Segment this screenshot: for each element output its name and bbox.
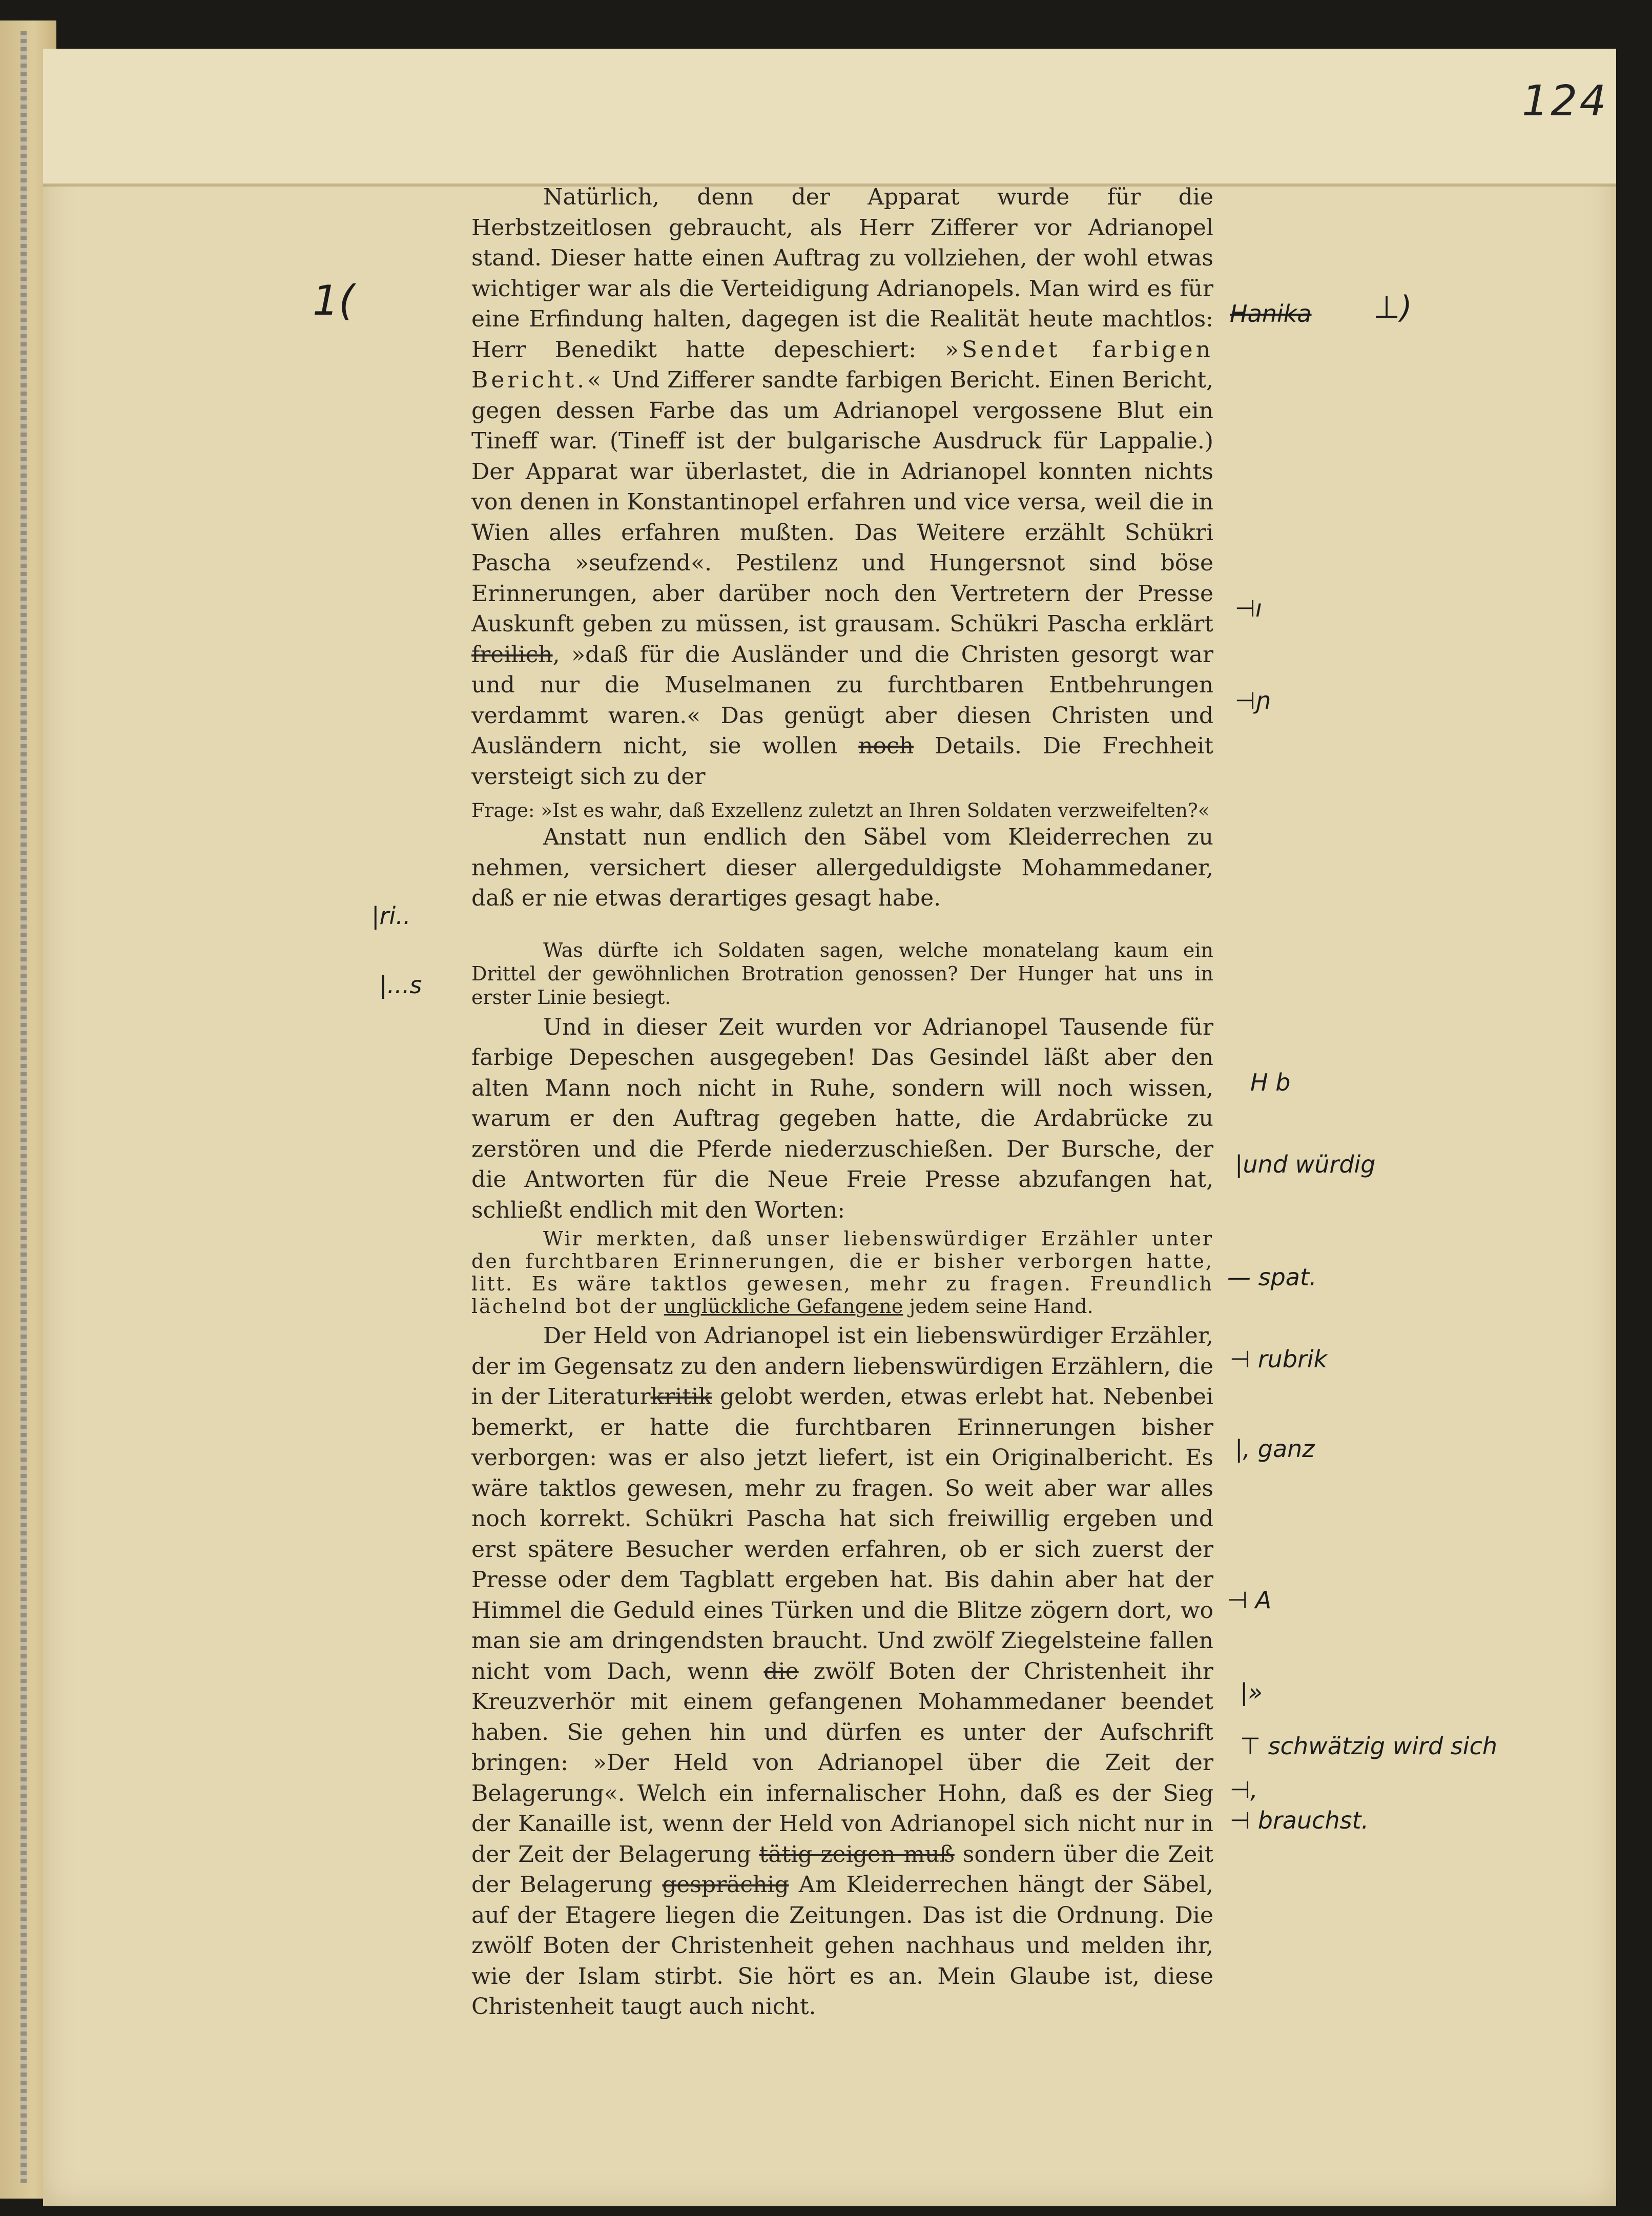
right-margin-note-3: H b (1250, 1069, 1291, 1096)
right-margin-note-2: ⊣ɲ (1235, 687, 1271, 714)
right-margin-note-7: |, ganz (1235, 1435, 1315, 1463)
right-margin-note-1: ⊣ı (1235, 594, 1262, 622)
pasha-quote: Was dürfte ich Soldaten sagen, welche monatelang kaum ein Drittel der gewöhnlichen Brotration genossen? Der Hunger hat uns in erster Linie besiegt. (471, 938, 1213, 1009)
right-margin-note-6: ⊣ rubrik (1230, 1345, 1328, 1373)
text-segment: , »daß für die Ausländer und die Christen gesorgt war und nur die Muselmanen zu furchtbaren Entbehrungen verdammt waren.« Das genügt aber diesen Christen und Ausländern nicht, sie wollen (471, 641, 1213, 759)
left-margin-note-2: |...s (379, 971, 422, 999)
text-segment: Details. Die Frechheit versteigt sich zu der (471, 733, 1213, 790)
underlined-phrase: unglückliche Gefangene (664, 1295, 903, 1318)
struck-word: gesprächig (662, 1872, 789, 1898)
paper-top-band (43, 49, 1616, 184)
paragraph-4 (471, 1321, 1213, 2022)
right-margin-note-10: ⊤ schwätzig wird sich (1240, 1732, 1498, 1760)
text-segment: sondern über die Zeit der Belagerung (471, 1841, 1214, 1898)
text-segment: Wir merkten, daß unser liebenswürdiger Erzähler unter den furchtbaren Erinnerungen, die er bisher verborgen hatte, litt. Es wäre taktlos gewesen, mehr zu fragen. Freundlich lächelnd bot der (471, 1227, 1213, 1318)
struck-word: die (763, 1658, 799, 1685)
right-margin-struck-note: Hanika (1230, 300, 1312, 327)
paragraph-1 (471, 182, 1213, 792)
struck-word: noch (858, 733, 914, 759)
text-segment: Am Kleiderrechen hängt der Säbel, auf der Etagere liegen die Zeitungen. Das ist die Ordnung. Die zwölf Boten der Christenheit gehen nachhaus und melden ihr, wie der Islam stirbt. Sie hört es an. Mein Glaube ist, diese Christenheit taugt auch nicht. (471, 1872, 1213, 2020)
right-margin-note-8: ⊣ A (1227, 1586, 1272, 1614)
right-margin-note-4: |und würdig (1235, 1151, 1376, 1178)
text-segment: gelobt werden, etwas erlebt hat. Nebenbei bemerkt, er hatte die furchtbaren Erinnerungen bisher verborgen: was er also jetzt liefert, ist ein Originalbericht. Es wäre taktlos gewesen, mehr zu fragen. So weit aber war alles noch korrekt. Schükri Pascha hat sich freiwillig ergeben und erst spätere Besucher werden erfahren, ob er sich zuerst der Presse oder dem Tagblatt ergeben hat. Bis dahin aber hat der Himmel die Geduld eines Türken und die Blitze zögern dort, wo man sie am dringendsten braucht. Und zwölf Ziegelsteine fallen nicht vom Dach, wenn (471, 1384, 1213, 1685)
page-number: 124 (1522, 77, 1608, 126)
struck-word: kritik (650, 1384, 712, 1410)
right-margin-note-5: — spat. (1227, 1263, 1317, 1291)
text-segment: Natürlich, denn der Apparat wurde für die Herbstzeitlosen gebraucht, als Herr Zifferer vor Adrianopel stand. Dieser hatte einen Auftrag zu vollziehen, der wohl etwas wichtiger war als die Verteidigung Adrianopels. Man wird es für eine Erfindung halten, dagegen ist die Realität heute machtlos: Herr Benedikt hatte depeschiert: (471, 184, 1213, 363)
text-segment: Und Zifferer sandte farbigen Bericht. Einen Bericht, gegen dessen Farbe das um Adrianopel vergossene Blut ein Tineff war. (Tineff ist der bulgarische Ausdruck für Lappalie.) Der Apparat war überlastet, die in Adrianopel konnten nichts von denen in Konstantinopel erfahren und vice versa, weil die in Wien alles erfahren mußten. Das Weitere erzählt Schükri Pascha »seufzend«. Pestilenz und Hungersnot sind böse Erinnerungen, aber darüber noch den Vertretern der Presse Auskunft geben zu müssen, ist grausam. Schükri Pascha erklärt (471, 367, 1213, 637)
telegram-quote: »Sendet farbigen Bericht.« (471, 336, 1213, 393)
struck-word: freilich (471, 641, 553, 668)
left-margin-bracket: 1( (313, 277, 355, 324)
binding-strip (20, 31, 27, 2183)
right-margin-note-12: ⊣ brauchst. (1230, 1807, 1369, 1834)
right-margin-note-11: ⊣, (1230, 1776, 1258, 1803)
text-segment: jedem seine Hand. (909, 1295, 1093, 1318)
paragraph-2: Anstatt nun endlich den Säbel vom Kleiderrechen zu nehmen, versichert dieser allergeduldigste Mohammedaner, daß er nie etwas derartiges gesagt habe. (471, 824, 1213, 911)
left-margin-note-1: |ri.. (371, 902, 411, 930)
newspaper-quote (471, 1227, 1213, 1318)
right-margin-note-top: ⊥) (1373, 290, 1412, 325)
right-margin-note-9: |» (1240, 1678, 1263, 1706)
struck-phrase: tätig zeigen muß (759, 1841, 955, 1868)
text-segment: Der Held von Adrianopel ist ein liebenswürdiger Erzähler, der im Gegensatz zu den andern liebenswürdigen Erzählern, die in der Literatur (471, 1323, 1213, 1410)
question-line: Frage: »Ist es wahr, daß Exzellenz zuletzt an Ihren Soldaten verzweifelten?« (471, 799, 1210, 822)
body-text (471, 182, 1213, 2022)
paragraph-3: Und in dieser Zeit wurden vor Adrianopel Tausende für farbige Depeschen ausgegeben! Das Gesindel läßt aber den alten Mann noch nicht in Ruhe, sondern will noch wissen, warum er den Auftrag gegeben hatte, die Ardabrücke zu zerstören und die Pferde niederzuschießen. Der Bursche, der die Antworten für die Neue Freie Presse abzufangen hat, schließt endlich mit den Worten: (471, 1014, 1213, 1223)
text-segment: zwölf Boten der Christenheit ihr Kreuzverhör mit einem gefangenen Mohammedaner beendet haben. Sie gehen hin und dürfen es unter der Aufschrift bringen: »Der Held von Adrianopel über die Zeit der Belagerung«. Welch ein infernalischer Hohn, daß es der Sieg der Kanaille ist, wenn der Held von Adrianopel sich nicht nur in der Zeit der Belagerung (471, 1658, 1213, 1868)
